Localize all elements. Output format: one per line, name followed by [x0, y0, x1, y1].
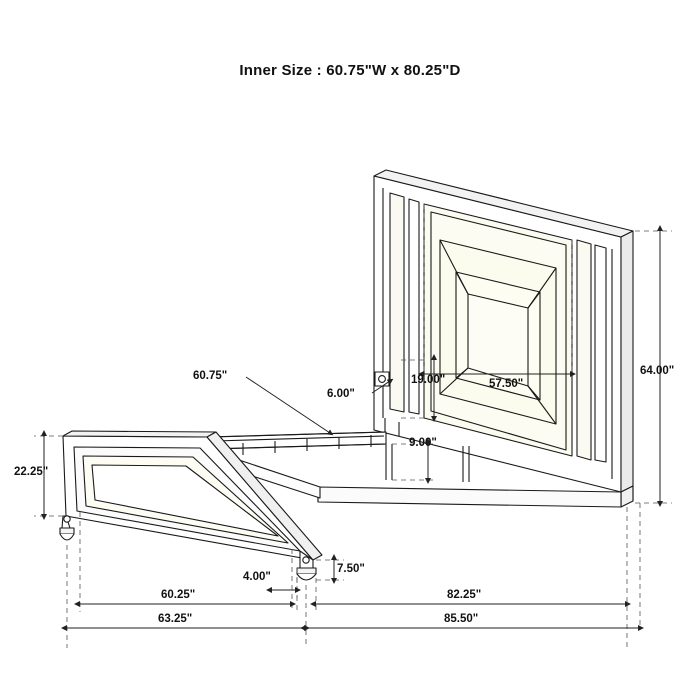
dim-headboard-panel-width: 57.50" [489, 378, 524, 390]
headboard-group [374, 170, 633, 507]
dim-side-rail-length: 82.25" [447, 589, 482, 601]
dim-footboard-leg-height: 7.50" [337, 563, 365, 575]
dim-headboard-height: 64.00" [640, 365, 675, 377]
page-title: Inner Size : 60.75"W x 80.25"D [239, 62, 461, 79]
dim-slat-thickness: 6.00" [327, 388, 355, 400]
dim-footboard-height: 22.25" [14, 466, 49, 478]
dim-leg-width: 4.00" [243, 571, 271, 583]
footboard-group [60, 431, 322, 580]
dim-footboard-outer-width: 63.25" [158, 613, 193, 625]
dim-rail-to-floor: 9.00" [409, 437, 437, 449]
dim-footboard-inner-width: 60.25" [161, 589, 196, 601]
dim-overall-length: 85.50" [444, 613, 479, 625]
dim-headboard-panel-height: 19.00" [411, 374, 446, 386]
dim-inner-width: 60.75" [193, 370, 228, 382]
